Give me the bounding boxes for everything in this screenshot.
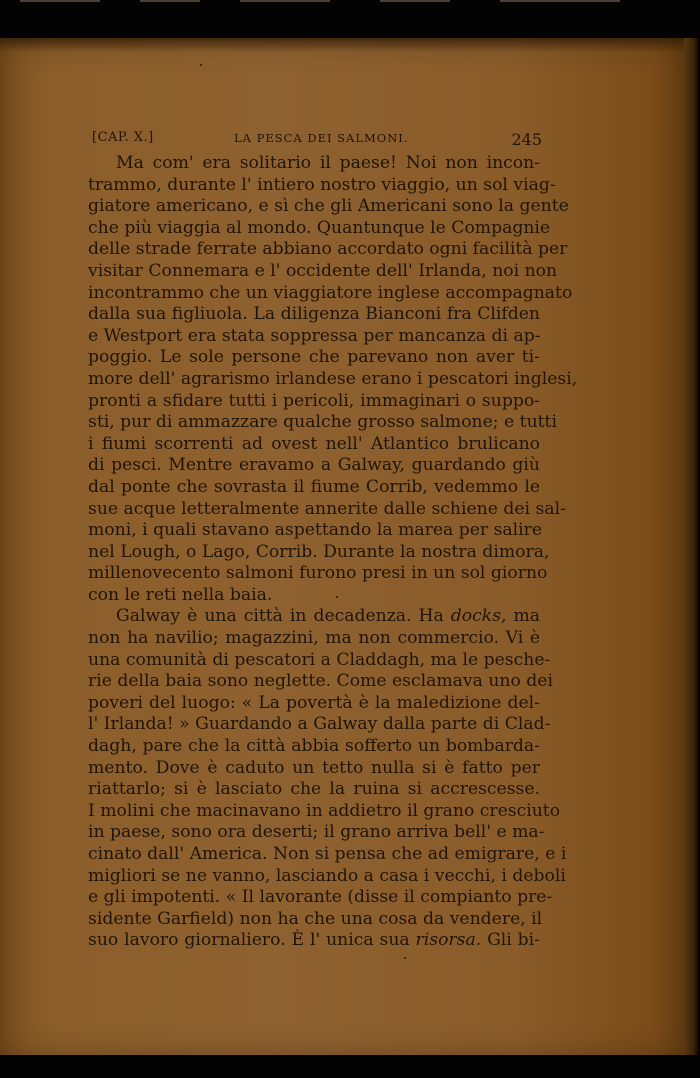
text-line: sti, pur di ammazzare qualche grosso salmone; e tutti [88,412,557,433]
text-line: pronti a sfidare tutti i pericoli, immaginari o suppo- [88,390,540,411]
text-line: i fiumi scorrenti ad ovest nell' Atlantico brulicano [88,433,540,454]
text-line: e Westport era stata soppressa per mancanza di ap- [88,325,541,346]
chapter-label: [CAP. X.] [92,130,154,145]
text-line: rie della baia sono neglette. Come esclamava uno dei [88,671,553,692]
text-line-mixed [88,606,540,628]
text-line: millenovecento salmoni furono presi in un sol giorno [88,563,548,584]
text-line: e gli impotenti. « Il lavorante (disse il compianto pre- [88,887,553,908]
text-line: poveri del luogo: « La povertà è la maledizione del- [88,692,540,713]
body-text [88,153,578,952]
text-segment: suo lavoro giornaliero. È l' unica sua [88,930,410,951]
italic-word: docks, [450,606,507,627]
paper-speck [404,957,406,959]
text-line: l' Irlanda! » Guardando a Galway dalla parte di Clad- [88,714,551,735]
text-line: riattarlo; si è lasciato che la ruina si accrescesse. [88,779,540,800]
text-line: dalla sua figliuola. La diligenza Bianconi fra Clifden [88,304,540,325]
text-line: con le reti nella baia. [88,584,273,605]
text-line: una comunità di pescatori a Claddagh, ma le pesche- [88,649,551,670]
text-line: incontrammo che un viaggiatore inglese accompagnato [88,282,573,303]
text-line: Ma com' era solitario il paese! Noi non incon- [116,153,540,173]
text-line: in paese, sono ora deserti; il grano arriva bell' e ma- [88,822,545,843]
text-line: di pesci. Mentre eravamo a Galway, guardando giù [88,455,540,476]
text-line: giatore americano, e sì che gli Americani sono la gente [88,196,569,217]
text-line: more dell' agrarismo irlandese erano i pescatori inglesi, [88,368,578,389]
paper-speck [200,64,202,66]
text-line: migliori se ne vanno, lasciando a casa i vecchi, i deboli [88,865,566,886]
running-header [92,128,542,150]
page-right-edge [684,38,700,1060]
scan-top-border [0,0,700,38]
text-line: cinato dall' America. Non si pensa che ad emigrare, e i [88,844,567,864]
text-line: non ha navilio; magazzini, ma non commercio. Vi è [88,628,540,649]
text-line: trammo, durante l' intiero nostro viaggio, un sol viag- [88,174,556,195]
text-segment: ma [513,606,541,627]
text-line: nel Lough, o Lago, Corrib. Durante la nostra dimora, [88,541,550,562]
text-line: visitar Connemara e l' occidente dell' Irlanda, noi non [88,260,558,281]
page-top-shadow [0,38,684,52]
text-line: poggio. Le sole persone che parevano non aver ti- [88,347,540,368]
text-line: sidente Garfield) non ha che una cosa da vendere, il [88,908,543,929]
text-line: che più viaggia al mondo. Quantunque le Compagnie [88,217,551,238]
text-line: dal ponte che sovrasta il fiume Corrib, vedemmo le [88,476,540,497]
text-line: I molini che macinavano in addietro il grano cresciuto [88,800,561,821]
scan-bottom-border [0,1055,700,1078]
text-line-mixed [88,930,540,952]
text-segment: Gli bi- [487,930,540,951]
text-line: delle strade ferrate abbiano accordato ogni facilità per [88,239,568,260]
running-title: LA PESCA DEI SALMONI. [234,131,409,145]
text-line: sue acque letteralmente annerite dalle schiene dei sal- [88,498,566,519]
italic-word: risorsa. [415,930,482,951]
page-number: 245 [511,130,542,149]
text-line: moni, i quali stavano aspettando la marea per salire [88,520,543,541]
text-line: mento. Dove è caduto un tetto nulla si è fatto per [88,757,540,778]
text-segment: Galway è una città in decadenza. Ha [116,606,444,627]
text-line: dagh, pare che la città abbia sofferto un bombarda- [88,736,540,757]
